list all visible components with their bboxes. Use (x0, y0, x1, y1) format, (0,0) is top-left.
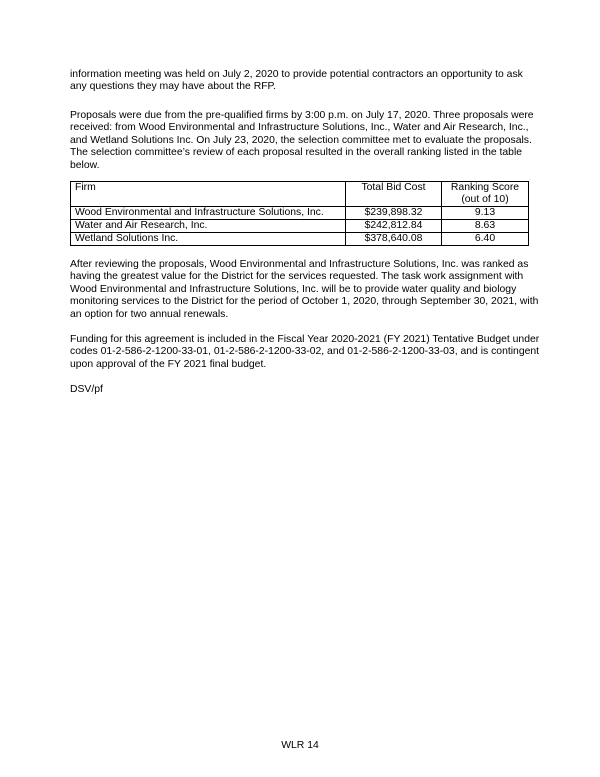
author-initials: DSV/pf (70, 384, 103, 395)
cell-firm: Wetland Solutions Inc. (71, 233, 346, 246)
table-row (71, 207, 529, 220)
paragraph-proposals: Proposals were due from the pre-qualified firms by 3:00 p.m. on July 17, 2020. Three proposals were received: from Wood Environmental and Infrastructure Solutions, Inc., Water and Air Research, Inc., and Wetland Solutions Inc. On July 23, 2020, the selection committee met to evaluate the proposals. The selection committee’s review of each proposal resulted in the overall ranking listed in the table below. (70, 110, 534, 171)
cell-firm: Wood Environmental and Infrastructure Solutions, Inc. (71, 207, 346, 220)
table-header-row (71, 182, 529, 207)
cell-score: 8.63 (442, 220, 529, 233)
header-total-bid-cost: Total Bid Cost (346, 182, 442, 207)
paragraph-info-meeting: information meeting was held on July 2, 2020 to provide potential contractors an opportunity to ask any questions they may have about the RFP. (70, 69, 523, 93)
table-row (71, 233, 529, 246)
table-row (71, 220, 529, 233)
header-ranking-score-line1: Ranking Score (450, 182, 520, 193)
cell-score: 9.13 (442, 207, 529, 220)
header-ranking-score (442, 182, 529, 207)
ranking-table (70, 181, 529, 246)
header-ranking-score-line2: (out of 10) (461, 194, 509, 205)
cell-cost: $239,898.32 (346, 207, 442, 220)
cell-score: 6.40 (442, 233, 529, 246)
cell-cost: $242,812.84 (346, 220, 442, 233)
header-firm: Firm (71, 182, 346, 207)
paragraph-funding: Funding for this agreement is included in the Fiscal Year 2020-2021 (FY 2021) Tentative Budget under codes 01-2-586-2-1200-33-01, 01-2-586-2-1200-33-02, and 01-2-586-2-1200-33-03, and is contingent upon approval of the FY 2021 final budget. (70, 334, 540, 370)
paragraph-review-result: After reviewing the proposals, Wood Environmental and Infrastructure Solutions, Inc. was ranked as having the greatest value for the District for the services requested. The task work assignment with Wood Environmental and Infrastructure Solutions, Inc. will be to provide water quality and biology monitoring services to the District for the period of October 1, 2020, through September 30, 2021, with an option for two annual renewals. (70, 259, 539, 320)
page-footer: WLR 14 (281, 740, 319, 751)
cell-firm: Water and Air Research, Inc. (71, 220, 346, 233)
cell-cost: $378,640.08 (346, 233, 442, 246)
